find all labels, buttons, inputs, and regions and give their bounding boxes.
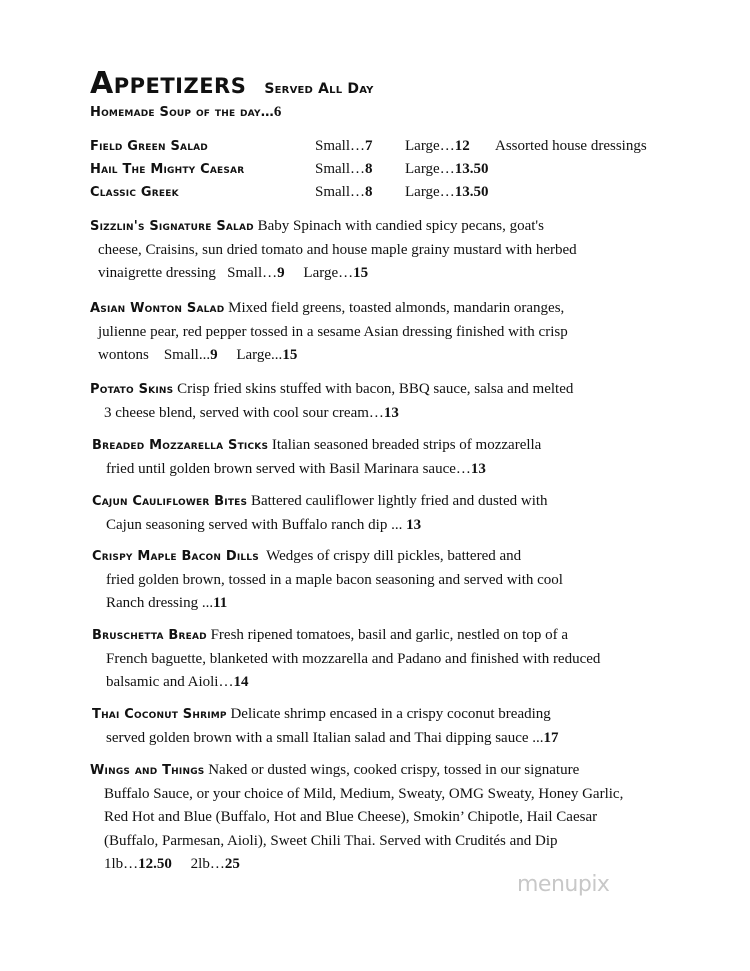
item-description: vinaigrette dressing <box>98 265 216 281</box>
item-description: Red Hot and Blue (Buffalo, Hot and Blue Cheese), Smokin’ Chipotle, Hail Caesar <box>104 809 598 825</box>
salad-name: Classic Greek <box>90 185 179 200</box>
item-description: fried golden brown, tossed in a maple bacon seasoning and served with cool <box>106 571 563 588</box>
salad-name: Hail The Mighty Caesar <box>90 162 245 177</box>
item-description: julienne pear, red pepper tossed in a sesame Asian dressing finished with crisp <box>98 323 568 340</box>
item-description: Crisp fried skins stuffed with bacon, BBQ sauce, salsa and melted <box>177 381 574 397</box>
salad-small-price: Small…8 <box>315 184 373 200</box>
soup-price: 6 <box>273 104 282 120</box>
menu-header <box>90 66 374 101</box>
item-description: Mixed field greens, toasted almonds, mandarin oranges, <box>228 300 565 316</box>
item-description: Ranch dressing ... <box>106 595 214 611</box>
item-description: Baby Spinach with candied spicy pecans, goat's <box>257 218 544 234</box>
menu-item-asian-wonton-salad <box>90 297 690 368</box>
item-price-2lb: 2lb…25 <box>190 856 240 872</box>
menu-item-cauliflower-bites <box>90 490 690 537</box>
item-price-1lb: 1lb…12.50 <box>104 856 172 872</box>
item-name: Asian Wonton Salad <box>90 301 225 316</box>
item-description: Cajun seasoning served with Buffalo ranch dip ... <box>106 516 403 533</box>
soup-name: Homemade Soup of the day <box>90 105 261 120</box>
item-price: 11 <box>213 595 228 611</box>
item-description: 3 cheese blend, served with cool sour cream… <box>104 404 384 421</box>
salad-note: Assorted house dressings <box>495 138 647 154</box>
item-description: Naked or dusted wings, cooked crispy, tossed in our signature <box>208 762 580 778</box>
item-large-price: Large…15 <box>303 265 369 281</box>
item-description: balsamic and Aioli… <box>106 674 234 690</box>
item-large-price: Large...15 <box>236 347 298 363</box>
salad-small-price: Small…7 <box>315 138 373 154</box>
menu-item-thai-coconut-shrimp <box>90 703 690 750</box>
item-description: Delicate shrimp encased in a crispy coconut breading <box>230 706 551 722</box>
salad-row <box>90 161 690 183</box>
item-name: Crispy Maple Bacon Dills <box>92 549 259 564</box>
item-price: 13 <box>406 516 422 533</box>
item-small-price: Small...9 <box>163 347 218 363</box>
menu-item-bruschetta-bread <box>90 624 690 695</box>
salad-large-price: Large…12 <box>405 138 470 154</box>
item-description: (Buffalo, Parmesan, Aioli), Sweet Chili Thai. Served with Crudités and Dip <box>104 832 558 849</box>
menu-item-potato-skins <box>90 378 690 425</box>
item-name: Bruschetta Bread <box>92 628 207 643</box>
item-name: Wings and Things <box>90 763 205 778</box>
item-description: Wedges of crispy dill pickles, battered and <box>266 548 522 564</box>
item-description: French baguette, blanketed with mozzarella and Padano and finished with reduced <box>106 650 601 667</box>
item-description: Battered cauliflower lightly fried and dusted with <box>250 493 548 509</box>
item-description: Italian seasoned breaded strips of mozzarella <box>271 437 542 453</box>
item-description: fried until golden brown served with Basil Marinara sauce… <box>106 460 471 477</box>
item-description: Buffalo Sauce, or your choice of Mild, Medium, Sweaty, OMG Sweaty, Honey Garlic, <box>104 785 624 802</box>
page-title: Appetizers <box>90 66 247 101</box>
salad-row <box>90 184 690 206</box>
item-price: 17 <box>543 729 559 746</box>
item-small-price: Small…9 <box>227 265 285 281</box>
menu-item-maple-bacon-dills <box>90 545 690 616</box>
item-price: 14 <box>233 674 249 690</box>
salad-large-price: Large…13.50 <box>405 184 489 200</box>
item-name: Thai Coconut Shrimp <box>92 707 227 722</box>
menu-item-mozzarella-sticks <box>90 434 690 481</box>
item-description: served golden brown with a small Italian salad and Thai dipping sauce ... <box>106 729 544 746</box>
menu-item-wings-and-things <box>90 759 690 877</box>
item-description: cheese, Craisins, sun dried tomato and house maple grainy mustard with herbed <box>98 241 577 258</box>
page-subtitle: Served All Day <box>264 81 374 97</box>
item-name: Potato Skins <box>90 382 174 397</box>
salad-large-price: Large…13.50 <box>405 161 489 177</box>
item-description: wontons <box>98 347 149 363</box>
watermark-logo: menupix <box>517 872 610 897</box>
salad-row <box>90 138 690 160</box>
item-price: 13 <box>470 460 486 477</box>
item-description: Fresh ripened tomatoes, basil and garlic, nestled on top of a <box>210 627 568 643</box>
menu-item-signature-salad <box>90 215 690 286</box>
salad-small-price: Small…8 <box>315 161 373 177</box>
item-name: Breaded Mozzarella Sticks <box>92 438 269 453</box>
soup-line: Homemade Soup of the day…6 <box>90 104 282 120</box>
item-name: Sizzlin's Signature Salad <box>90 219 254 234</box>
item-name: Cajun Cauliflower Bites <box>92 494 248 509</box>
item-price: 13 <box>383 404 399 421</box>
salad-name: Field Green Salad <box>90 139 208 154</box>
